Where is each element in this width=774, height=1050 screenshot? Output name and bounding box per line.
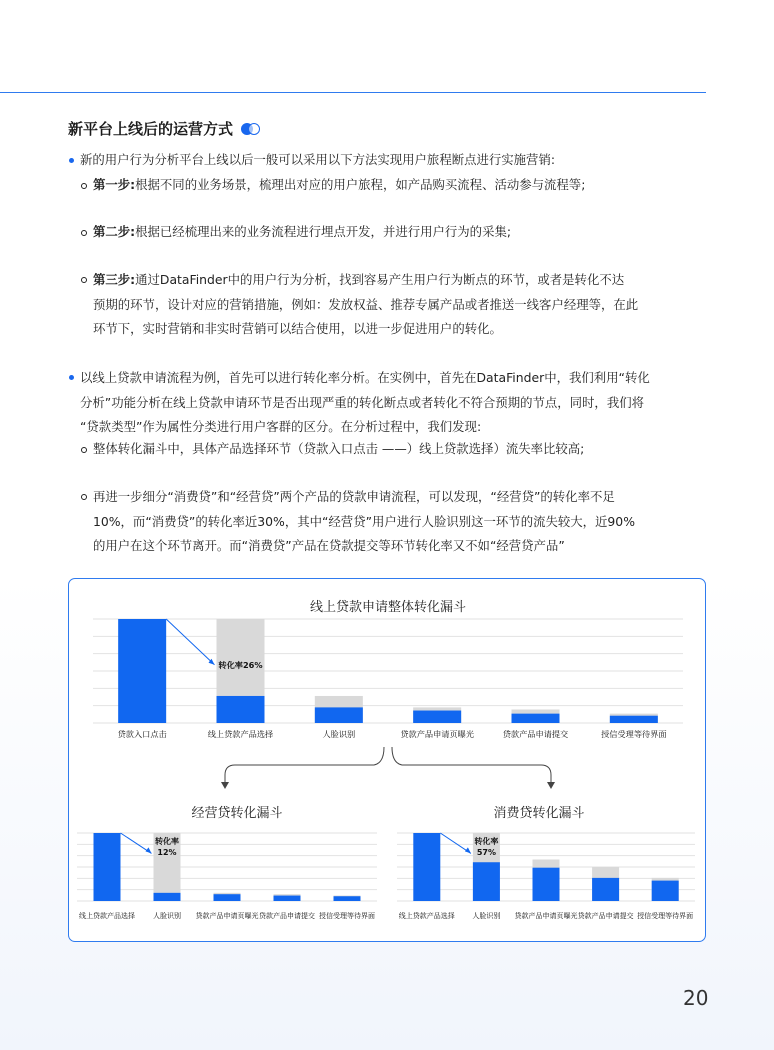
finding-2-line-2: 10%，而“消费贷”的转化率近30%，其中“经营贷”用户进行人脸识别这一环节的流失较大，近90% [93, 513, 635, 529]
consumer-loan-category-label: 贷款产品申请提交 [577, 912, 634, 920]
step-2 [93, 220, 511, 245]
business-loan-category-label: 线上贷款产品选择 [79, 912, 135, 920]
business-loan-bar-converted [154, 893, 181, 901]
example-line-3: “贷款类型”作为属性分类进行用户客群的区分。在分析过程中，我们发现: [80, 419, 482, 434]
step-3-label: 第三步: [93, 272, 136, 287]
business-loan-category-label: 人脸识别 [153, 912, 181, 920]
overall-category-label: 贷款入口点击 [117, 729, 167, 739]
business-loan-bar-converted [334, 896, 361, 901]
step-3-line-1: 通过DataFinder中的用户行为分析，找到容易产生用户行为断点的环节，或者是转化不达 [135, 272, 625, 287]
overall-bar-converted [610, 716, 658, 723]
business-loan-conversion-annotation: 12% [157, 847, 177, 857]
business-loan-bar-converted [214, 894, 241, 901]
overall-category-label: 贷款产品申请页曝光 [400, 729, 475, 739]
bullet-intro: 新的用户行为分析平台上线以后一般可以采用以下方法实现用户旅程断点进行实施营销: [80, 152, 556, 167]
consumer-loan-category-label: 贷款产品申请页曝光 [514, 912, 578, 920]
consumer-loan-category-label: 线上贷款产品选择 [398, 912, 455, 920]
step-1-text: 根据不同的业务场景，梳理出对应的用户旅程，如产品购买流程、活动参与流程等; [135, 177, 586, 192]
overall-chart-title: 线上贷款申请整体转化漏斗 [309, 600, 467, 615]
finding-2-line-3: 的用户在这个环节离开。而“消费贷”产品在贷款提交等环节转化率又不如“经营贷产品” [93, 538, 565, 553]
ring-bullet-icon [81, 183, 87, 189]
step-2-text: 根据已经梳理出来的业务流程进行埋点开发，并进行用户行为的采集; [135, 224, 512, 239]
business-loan-category-label: 授信受理等待界面 [319, 912, 375, 920]
connector-left-line [225, 747, 384, 785]
overall-bar-converted [217, 696, 265, 723]
bullet-dot-icon [69, 375, 74, 380]
business-loan-category-label: 贷款产品申请提交 [259, 912, 315, 920]
consumer-loan-category-label: 人脸识别 [472, 912, 501, 920]
connector-left-arrow-icon [221, 782, 229, 789]
overall-bar-converted [413, 711, 461, 723]
finding-1: 整体转化漏斗中，具体产品选择环节（贷款入口点击 ——）线上贷款选择）流失率比较高; [93, 441, 585, 456]
consumer-loan-bar-converted [652, 881, 679, 901]
step-3 [93, 268, 638, 342]
step-3-line-2: 预期的环节，设计对应的营销措施，例如：发放权益、推荐专属产品或者推送一线客户经理等，在此 [93, 296, 639, 312]
page-number: 20 [683, 986, 709, 1010]
overall-category-label: 线上贷款产品选择 [207, 729, 274, 739]
toggle-circles-icon [241, 122, 261, 136]
business-loan-arrow-head [146, 847, 152, 853]
bullet-example [80, 366, 650, 440]
consumer-loan-bar-converted [473, 862, 500, 901]
step-3-line-3: 环节下，实时营销和非实时营销可以结合使用，以进一步促进用户的转化。 [93, 321, 502, 336]
consumer-loan-bar-converted [413, 833, 440, 901]
finding-2-line-1: 再进一步细分“消费贷”和“经营贷”两个产品的贷款申请流程，可以发现，“经营贷”的转化率不足 [93, 489, 615, 504]
step-2-label: 第二步: [93, 224, 136, 239]
ring-bullet-icon [81, 494, 87, 500]
overall-category-label: 人脸识别 [322, 729, 356, 739]
consumer-loan-chart-title: 消费贷转化漏斗 [493, 806, 585, 821]
consumer-loan-conversion-annotation: 57% [476, 847, 496, 857]
overall-bar-converted [512, 714, 560, 723]
business-loan-category-label: 贷款产品申请页曝光 [195, 912, 259, 920]
overall-bar-converted [118, 619, 166, 723]
overall-conversion-annotation: 转化率26% [218, 659, 263, 670]
ring-bullet-icon [81, 230, 87, 236]
consumer-loan-bar-converted [592, 878, 619, 901]
example-line-1: 以线上贷款申请流程为例，首先可以进行转化率分析。在实例中，首先在DataFinder中，我们利用“转化 [80, 370, 650, 385]
overall-category-label: 授信受理等待界面 [601, 729, 667, 739]
consumer-loan-conversion-annotation: 转化率 [474, 836, 499, 846]
step-1 [93, 173, 585, 198]
overall-arrow-line [166, 619, 214, 665]
overall-bar-converted [315, 707, 363, 723]
connector-right-line [392, 747, 551, 785]
funnel-charts-panel [68, 578, 706, 942]
ring-bullet-icon [81, 447, 87, 453]
step-1-label: 第一步: [93, 177, 136, 192]
section-title-text: 新平台上线后的运营方式 [68, 120, 234, 138]
header-rule [0, 92, 706, 93]
overall-category-label: 贷款产品申请提交 [502, 729, 569, 739]
example-line-2: 分析”功能分析在线上贷款申请环节是否出现严重的转化断点或者转化不符合预期的节点，同时，我们将 [80, 394, 644, 410]
section-title [68, 118, 261, 139]
business-loan-chart-title: 经营贷转化漏斗 [191, 806, 283, 821]
consumer-loan-category-label: 授信受理等待界面 [637, 912, 694, 920]
bullet-dot-icon [69, 158, 74, 163]
ring-bullet-icon [81, 277, 87, 283]
consumer-loan-bar-converted [533, 868, 560, 901]
business-loan-conversion-annotation: 转化率 [155, 836, 179, 846]
business-loan-bar-converted [274, 896, 301, 901]
funnel-charts-svg [69, 579, 705, 941]
consumer-loan-arrow-head [465, 847, 471, 853]
finding-2 [93, 485, 635, 559]
connector-right-arrow-icon [547, 782, 555, 789]
business-loan-bar-converted [94, 833, 121, 901]
